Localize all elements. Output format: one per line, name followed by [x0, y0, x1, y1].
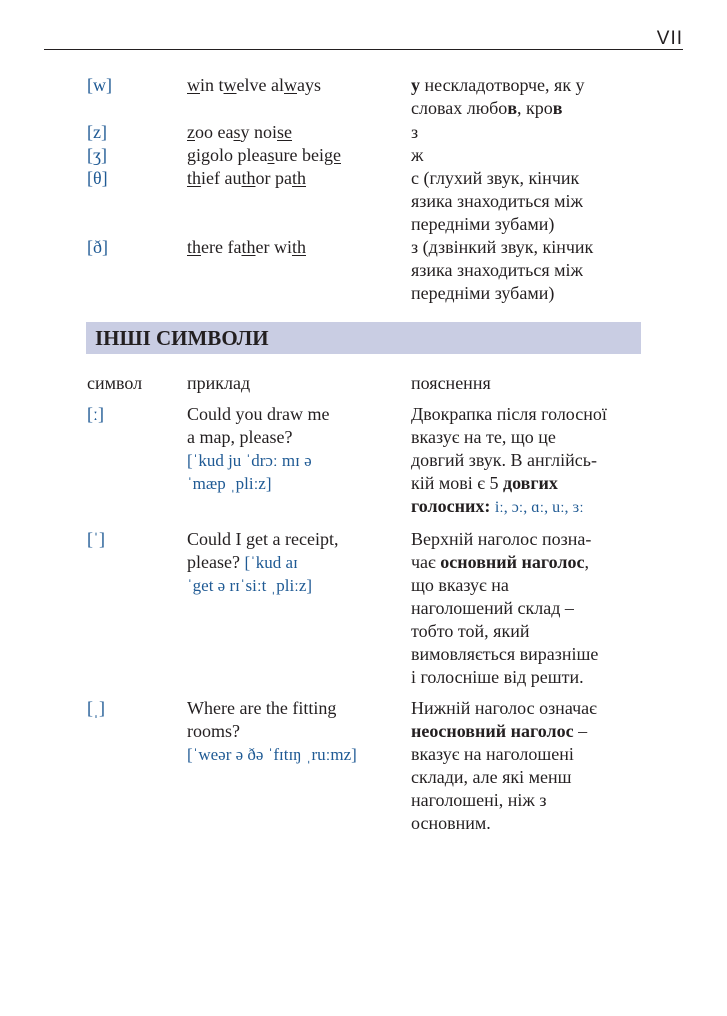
text-run: elve al: [236, 75, 284, 95]
bold-text: в: [552, 98, 563, 118]
symbol-text: [ð]: [87, 237, 108, 257]
explanation-line: [411, 74, 643, 97]
underlined-letters: w: [187, 75, 200, 95]
example-line: a map, please?: [187, 427, 293, 447]
explanation-line: [411, 259, 643, 282]
underlined-letters: th: [292, 168, 307, 188]
explanation-line: [411, 190, 643, 213]
explanation-line: [411, 766, 643, 789]
explanation-line: [411, 426, 643, 449]
explanation: [411, 167, 643, 236]
explanation-line: [411, 121, 643, 144]
explanation-line: [411, 620, 643, 643]
text-run: передніми зубами): [411, 214, 555, 234]
ipa-transcription: [ˈkud aɪ: [244, 553, 298, 572]
example-sentence: [187, 528, 405, 597]
text-run: з (дзвінкий звук, кінчик: [411, 237, 594, 257]
text-run: Верхній наголос позна-: [411, 529, 592, 549]
explanation-line: [411, 812, 643, 835]
text-run: Двокрапка після голосної: [411, 404, 607, 424]
text-run: тобто той, який: [411, 621, 530, 641]
example-line: rooms?: [187, 721, 240, 741]
ipa-transcription: [ˈweər ə ðə ˈfɪtɪŋ ˌruːmz]: [187, 745, 357, 764]
example-line: [187, 144, 405, 167]
explanation-line: [411, 495, 643, 519]
example-words: [187, 236, 405, 259]
underlined-letters: th: [187, 168, 202, 188]
text-run: oo ea: [195, 122, 234, 142]
explanation-line: [411, 789, 643, 812]
phonetic-symbol: [87, 74, 182, 97]
underlined-letters: w: [223, 75, 237, 95]
explanation: [411, 528, 643, 689]
example-words: [187, 74, 405, 97]
text-run: –: [573, 721, 588, 741]
example-sentence: [187, 697, 405, 766]
underlined-letters: th: [291, 237, 306, 257]
explanation-line: [411, 551, 643, 574]
top-rule: [44, 49, 683, 50]
text-run: Нижній наголос означає: [411, 698, 597, 718]
phonetic-symbol: [87, 403, 182, 426]
bold-text: довгих: [503, 473, 558, 493]
explanation-line: [411, 213, 643, 236]
example-line: [187, 121, 405, 144]
underlined-letters: th: [241, 168, 256, 188]
example-words: [187, 144, 405, 167]
explanation: [411, 144, 643, 167]
symbol-text: [ˌ]: [87, 698, 105, 718]
page-number: VII: [656, 28, 683, 49]
example-line: Could you draw me: [187, 404, 330, 424]
text-run: довгий звук. В англійсь-: [411, 450, 597, 470]
ipa-transcription: [ˈkud ju ˈdrɔː mɪ ə: [187, 451, 312, 470]
explanation-line: [411, 449, 643, 472]
explanation: [411, 236, 643, 305]
text-run: кій мові є 5: [411, 473, 503, 493]
text-run: вимовляється виразніше: [411, 644, 599, 664]
explanation-line: [411, 144, 643, 167]
text-run: ere fa: [201, 237, 242, 257]
bold-text: голосних:: [411, 496, 495, 516]
phonetic-symbol: [87, 144, 182, 167]
underlined-letters: w: [284, 75, 297, 95]
text-run: ief au: [201, 168, 242, 188]
long-vowels-list: iː, ɔː, ɑː, uː, ɜː: [494, 499, 584, 516]
underlined-letters: z: [187, 122, 195, 142]
section-header-bar: [86, 322, 641, 354]
explanation-line: [411, 666, 643, 689]
text-run: or pa: [255, 168, 292, 188]
bold-text: неосновний наголос: [411, 721, 574, 741]
example-line: [187, 236, 405, 259]
phonetic-symbol: [87, 236, 182, 259]
text-run: ure bei: [274, 145, 324, 165]
underlined-letters: se: [277, 122, 293, 142]
explanation: [411, 121, 643, 144]
underlined-letters: th: [187, 237, 202, 257]
example-words: [187, 121, 405, 144]
text-run: igolo plea: [196, 145, 268, 165]
text-run: вказує на те, що це: [411, 427, 556, 447]
text-run: y noi: [240, 122, 278, 142]
symbol-text: [ˈ]: [87, 529, 105, 549]
underlined-letters: s: [233, 122, 241, 142]
symbol-text: [w]: [87, 75, 112, 95]
text-run: ,: [584, 552, 589, 572]
header-explanation: пояснення: [411, 373, 491, 393]
text-run: er wi: [255, 237, 292, 257]
explanation-line: [411, 97, 643, 120]
text-run: , кро: [517, 98, 553, 118]
symbol-text: [z]: [87, 122, 107, 142]
text-run: с (глухий звук, кінчик: [411, 168, 580, 188]
ipa-transcription: ˈmæp ˌpliːz]: [187, 474, 272, 493]
bold-text: у: [411, 75, 420, 95]
underlined-letters: th: [241, 237, 256, 257]
section-title: ІНШІ СИМВОЛИ: [95, 326, 269, 350]
text-run: язика знаходиться між: [411, 260, 583, 280]
example-line: Could I get a receipt,: [187, 529, 339, 549]
header-symbol: символ: [87, 373, 143, 393]
text-run: передніми зубами): [411, 283, 555, 303]
text-run: основним.: [411, 813, 491, 833]
example-line: [187, 167, 405, 190]
underlined-letters: ge: [323, 145, 341, 165]
underlined-letters: g: [187, 145, 196, 165]
explanation-line: [411, 697, 643, 720]
text-run: ж: [411, 145, 424, 165]
example-line: [187, 74, 405, 97]
explanation: [411, 74, 643, 120]
header-example: приклад: [187, 373, 251, 393]
text-run: словах любо: [411, 98, 508, 118]
explanation-line: [411, 236, 643, 259]
example-line: Where are the fitting: [187, 698, 337, 718]
text-run: що вказує на: [411, 575, 509, 595]
bold-text: в: [507, 98, 518, 118]
text-run: наголошений склад –: [411, 598, 574, 618]
example-line: [187, 551, 405, 574]
phonetic-symbol: [87, 697, 182, 720]
phonetic-symbol: [87, 121, 182, 144]
explanation-line: [411, 472, 643, 495]
ipa-transcription: ˈget ə rɪˈsiːt ˌpliːz]: [187, 576, 313, 595]
explanation-line: [411, 167, 643, 190]
text-run: чає: [411, 552, 441, 572]
text-run: з: [411, 122, 419, 142]
explanation-line: [411, 743, 643, 766]
symbol-text: [θ]: [87, 168, 108, 188]
phonetic-symbol: [87, 167, 182, 190]
underlined-letters: s: [267, 145, 275, 165]
symbol-text: [ː]: [87, 404, 104, 424]
explanation: [411, 697, 643, 835]
text-run: наголошені, ніж з: [411, 790, 547, 810]
text-run: ays: [297, 75, 321, 95]
symbol-text: [ʒ]: [87, 145, 107, 165]
explanation-line: [411, 720, 643, 743]
text-run: язика знаходиться між: [411, 191, 583, 211]
text-run: і голосніше від решти.: [411, 667, 584, 687]
explanation-line: [411, 282, 643, 305]
bold-text: основний наголос: [440, 552, 585, 572]
text-run: нескладотворче, як у: [420, 75, 585, 95]
explanation: [411, 403, 643, 519]
example-sentence: [187, 403, 405, 495]
text-run: вказує на наголошені: [411, 744, 574, 764]
explanation-line: [411, 403, 643, 426]
phonetic-symbol: [87, 528, 182, 551]
explanation-line: [411, 528, 643, 551]
explanation-line: [411, 574, 643, 597]
text-run: склади, але які менш: [411, 767, 572, 787]
example-words: [187, 167, 405, 190]
text-run: in t: [200, 75, 224, 95]
explanation-line: [411, 643, 643, 666]
example-text: please?: [187, 552, 245, 572]
explanation-line: [411, 597, 643, 620]
